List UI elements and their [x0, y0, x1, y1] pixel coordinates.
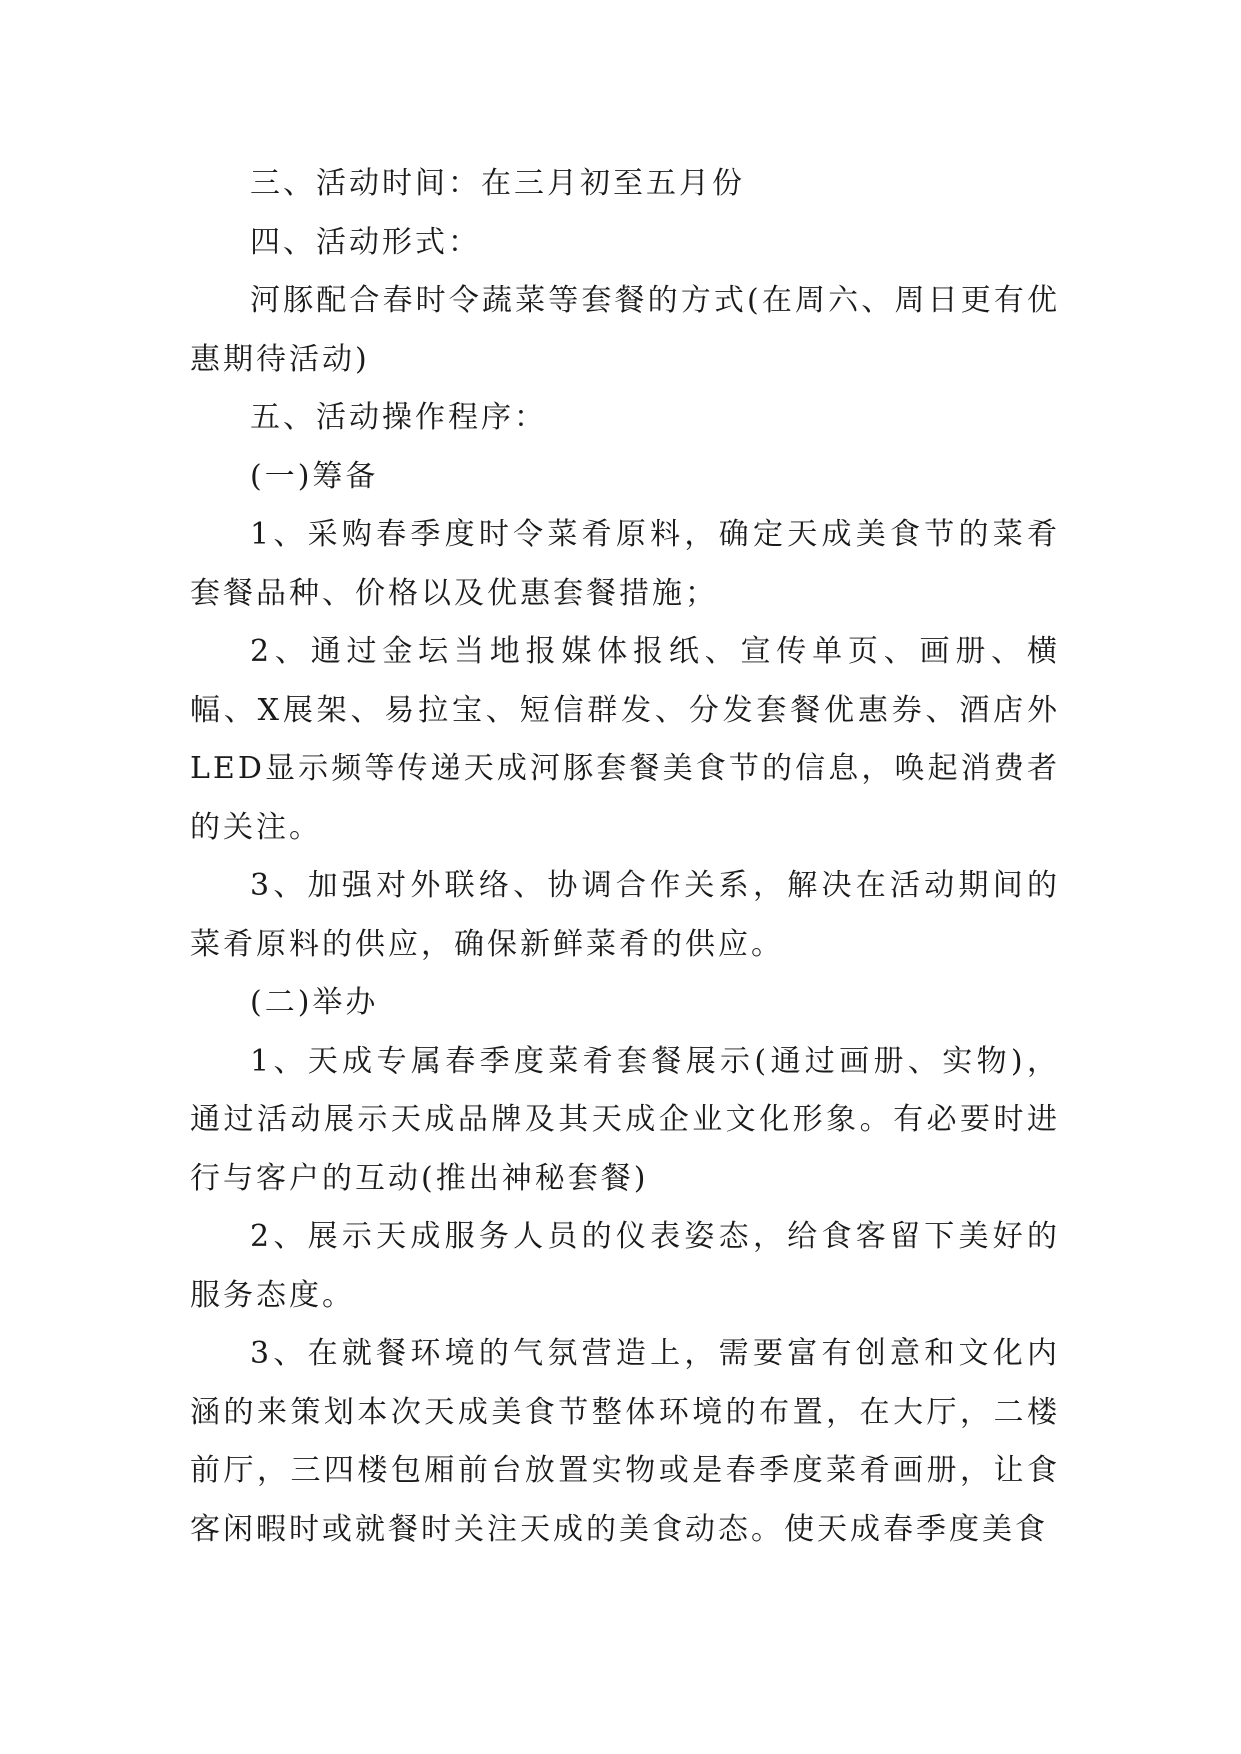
paragraph-hosting-heading: (二)举办	[250, 985, 379, 1020]
paragraph-preparation-1: 1、采购春季度时令菜肴原料，确定天成美食节的菜肴套餐品种、价格以及优惠套餐措施；	[190, 517, 1060, 611]
document-body	[190, 155, 1060, 1559]
paragraph-preparation-3: 3、加强对外联络、协调合作关系，解决在活动期间的菜肴原料的供应，确保新鲜菜肴的供应。	[190, 868, 1060, 962]
paragraph-procedure-heading: 五、活动操作程序：	[250, 400, 547, 435]
paragraph-preparation-heading: (一)筹备	[250, 458, 379, 494]
paragraph-activity-form: 河豚配合春时令蔬菜等套餐的方式(在周六、周日更有优惠期待活动)	[190, 283, 1060, 377]
paragraph-preparation-2: 2、通过金坛当地报媒体报纸、宣传单页、画册、横幅、X展架、易拉宝、短信群发、分发套餐优惠券、酒店外LED显示频等传递天成河豚套餐美食节的信息，唤起消费者的关注。	[190, 634, 1060, 845]
paragraph-hosting-2: 2、展示天成服务人员的仪表姿态，给食客留下美好的服务态度。	[190, 1219, 1060, 1313]
paragraph-activity-time: 三、活动时间：在三月初至五月份	[250, 166, 745, 201]
paragraph-activity-form-heading: 四、活动形式：	[250, 224, 481, 260]
paragraph-hosting-3: 3、在就餐环境的气氛营造上，需要富有创意和文化内涵的来策划本次天成美食节整体环境的布置，在大厅，二楼前厅，三四楼包厢前台放置实物或是春季度菜肴画册，让食客闲暇时或就餐时关注天成的美食动态。使天成春季度美食	[190, 1336, 1060, 1547]
paragraph-hosting-1: 1、天成专属春季度菜肴套餐展示(通过画册、实物)，通过活动展示天成品牌及其天成企业文化形象。有必要时进行与客户的互动(推出神秘套餐)	[190, 1043, 1060, 1196]
